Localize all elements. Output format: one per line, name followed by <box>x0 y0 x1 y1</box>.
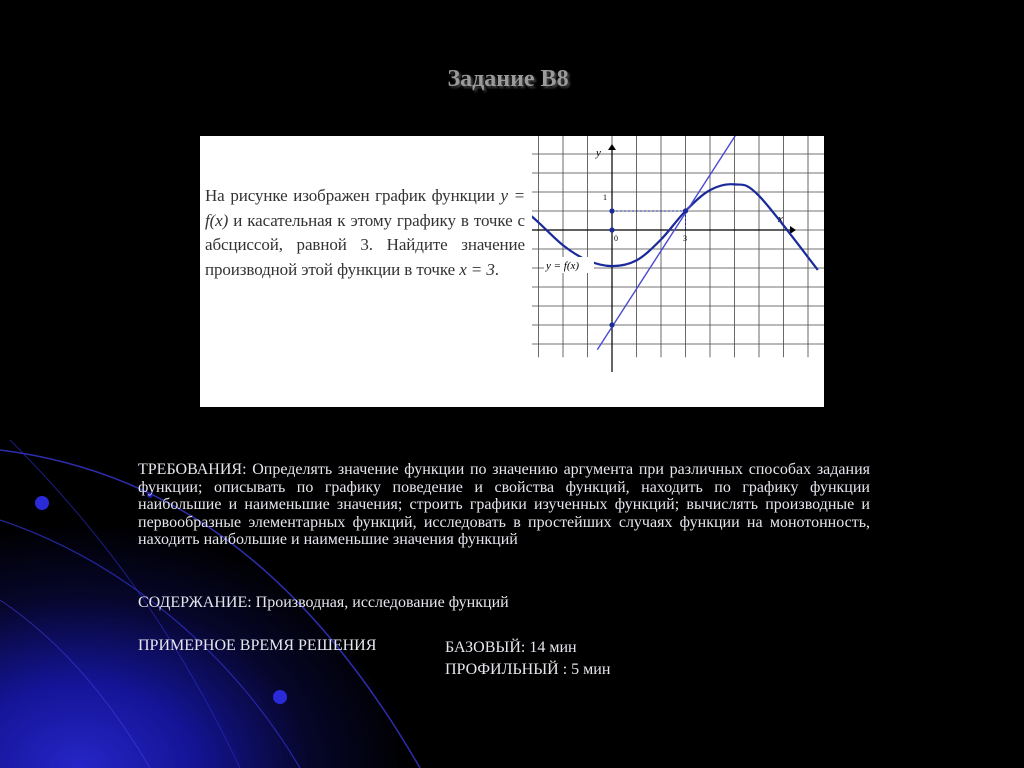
label-one: 1 <box>603 193 607 202</box>
solution-time-values <box>445 637 610 681</box>
slide-title: Задание В8 <box>447 66 569 92</box>
task-text-part2: и касательная к этому графику в точке с абсциссой, равной 3. Найдите значение производной этой функции в точке <box>205 210 525 279</box>
function-formula: y = f(x) <box>205 186 525 230</box>
graph-point <box>609 322 614 327</box>
task-statement <box>205 184 525 282</box>
task-panel <box>200 136 824 407</box>
axis-y-label: y <box>596 147 601 159</box>
label-origin: 0 <box>614 234 618 243</box>
time-profile: ПРОФИЛЬНЫЙ : 5 мин <box>445 661 611 678</box>
graph-point <box>683 208 688 213</box>
label-three: 3 <box>683 234 687 243</box>
point-formula: x = 3 <box>459 259 495 279</box>
curve-label: y = f(x) <box>546 260 580 272</box>
function-graph <box>532 136 824 407</box>
requirements-text: ТРЕБОВАНИЯ: Определять значение функции по значению аргумента при различных способах задания функции; описывать по графику поведение и свойства функций, находить по графику функции наибольшие и наименьшие значения; строить графики изученных функций; вычислять производные и первообразные элементарных функций, исследовать в простейших случаях функции на монотонность, находить наибольшие и наименьшие значения функций <box>138 461 870 549</box>
content-text: СОДЕРЖАНИЕ: Производная, исследование функций <box>138 594 509 611</box>
axis-x-label: x <box>778 213 783 225</box>
chart-series <box>532 136 818 350</box>
grid-lines <box>532 136 824 357</box>
time-base: БАЗОВЫЙ: 14 мин <box>445 639 577 656</box>
x-axis-arrow <box>790 226 796 234</box>
graph-point <box>609 227 614 232</box>
y-axis-arrow <box>608 144 616 150</box>
tangent-line <box>597 136 742 350</box>
task-text-part1: На рисунке изображен график функции <box>205 186 495 205</box>
end-punctuation: . <box>494 259 499 279</box>
solution-time-label: ПРИМЕРНОЕ ВРЕМЯ РЕШЕНИЯ <box>138 637 377 654</box>
graph-point <box>609 208 614 213</box>
